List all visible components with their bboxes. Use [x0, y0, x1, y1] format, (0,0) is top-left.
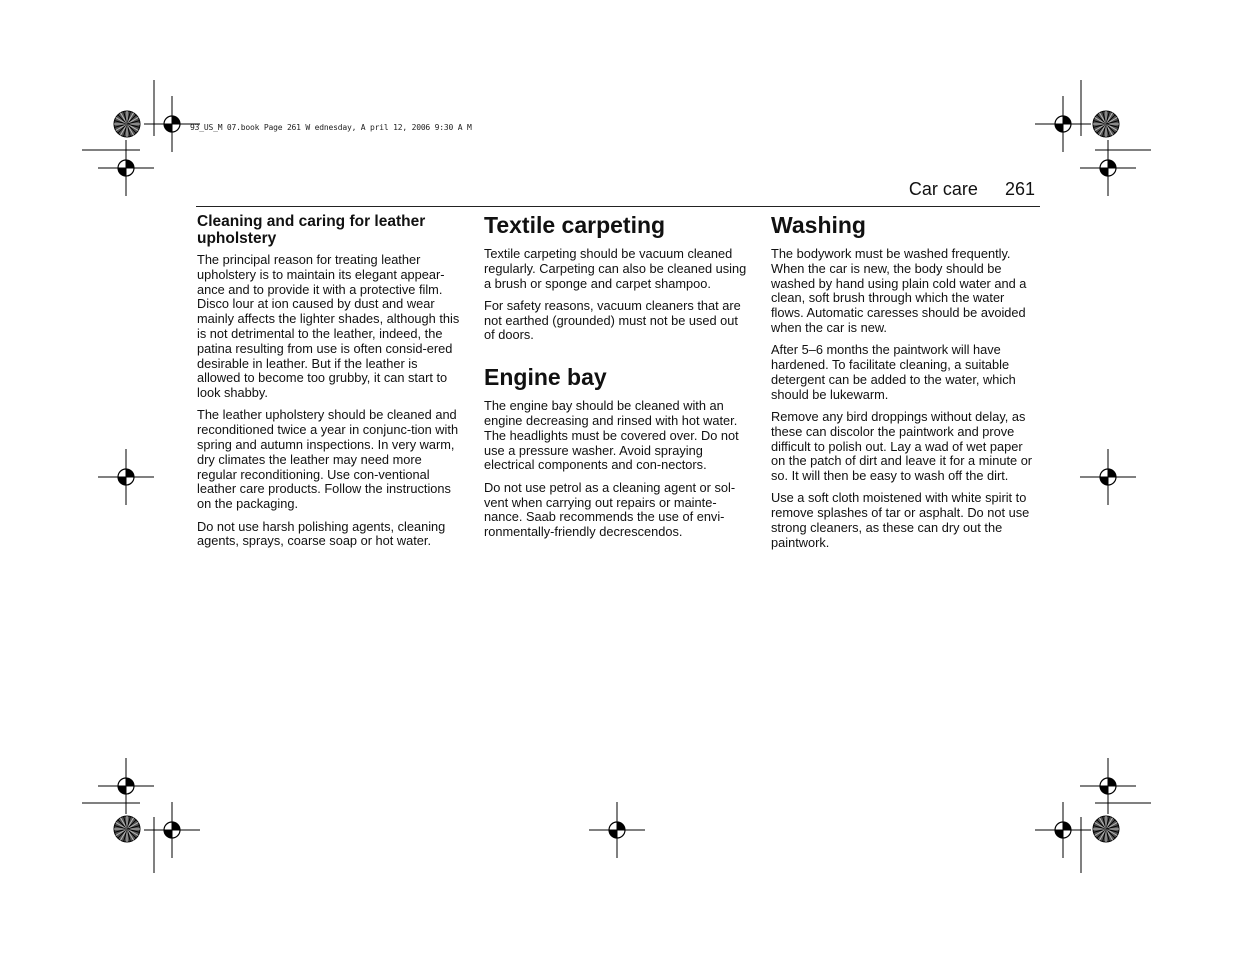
registration-mark	[98, 449, 154, 505]
paragraph: After 5–6 months the paintwork will have hardened. To facilitate cleaning, a suitable detergent can be added to the water, which should be lukewarm.	[771, 342, 1016, 402]
registration-mark	[1035, 802, 1091, 858]
column-carpet-engine	[484, 211, 750, 547]
registration-mark	[1080, 140, 1136, 196]
star-target-mark	[114, 111, 140, 137]
header-rule	[196, 206, 1040, 207]
column-washing	[771, 211, 1037, 558]
paragraph: The bodywork must be washed frequently. When the car is new, the body should be washed by hand using plain cold water and a clean, soft brush through which the water flows. Automatic caresses should be avoided when the car is new.	[771, 246, 1027, 335]
heading-washing: Washing	[771, 212, 866, 238]
running-head-section: Car care	[908, 179, 978, 199]
registration-mark	[98, 140, 154, 196]
registration-mark	[589, 802, 645, 858]
paragraph: For safety reasons, vacuum cleaners that are not earthed (grounded) must not be used out of doors.	[484, 297, 741, 343]
paragraph: Remove any bird droppings without delay, as these can discolor the paintwork and prove difficult to polish out. Lay a wad of wet paper on the patch of dirt and leave it for a minute or so. It will then be easy to wash off the dirt.	[771, 408, 1033, 484]
print-slug: 93_US_M 07.book Page 261 W ednesday, A pril 12, 2006 9:30 A M	[190, 123, 472, 132]
paragraph: The principal reason for treating leather upholstery is to maintain its elegant appear-ance and to provide it with a protective film. Disco lour at ion caused by dust and wear mainly affects the lighter shades, although this is not detrimental to the leather, indeed, the patina resulting from use is often consid-ered desirable in leather. But if the leather is allowed to become too grubby, it can start to look shabby.	[197, 252, 460, 401]
registration-mark	[1080, 449, 1136, 505]
heading-leather-care: Cleaning and caring for leather upholstery	[197, 213, 426, 247]
star-target-mark	[114, 816, 140, 842]
paragraph: Do not use petrol as a cleaning agent or sol-vent when carrying out repairs or mainte-nance. Saab recommends the use of envi-ronmentally-friendly decrescendos.	[484, 479, 736, 540]
paragraph: Use a soft cloth moistened with white spirit to remove splashes of tar or asphalt. Do not use strong cleaners, as these can dry out the paintwork.	[771, 490, 1030, 550]
heading-textile-carpeting: Textile carpeting	[484, 212, 666, 238]
registration-mark	[1035, 96, 1091, 152]
registration-mark	[1080, 758, 1136, 814]
page-number: 261	[1004, 179, 1035, 199]
star-target-mark	[1093, 111, 1119, 137]
star-target-mark	[1093, 816, 1119, 842]
paragraph: Textile carpeting should be vacuum cleaned regularly. Carpeting can also be cleaned using a brush or sponge and carpet shampoo.	[484, 246, 747, 291]
registration-mark	[98, 758, 154, 814]
paragraph: Do not use harsh polishing agents, cleaning agents, sprays, coarse soap or hot water.	[197, 518, 446, 549]
running-head	[909, 179, 1035, 200]
paragraph: The leather upholstery should be cleaned and reconditioned twice a year in conjunc-tion with spring and autumn inspections. In very warm, dry climates the leather may need more regular reconditioning. Use con-ventional leather care products. Follow the instructions on the packaging.	[197, 407, 459, 512]
heading-engine-bay: Engine bay	[484, 364, 607, 391]
column-leather	[197, 211, 463, 557]
registration-mark	[144, 802, 200, 858]
paragraph: The engine bay should be cleaned with an engine decreasing and rinsed with hot water. The headlights must be covered over. Do not use a pressure washer. Avoid spraying electrical components and con-nectors.	[484, 398, 739, 473]
